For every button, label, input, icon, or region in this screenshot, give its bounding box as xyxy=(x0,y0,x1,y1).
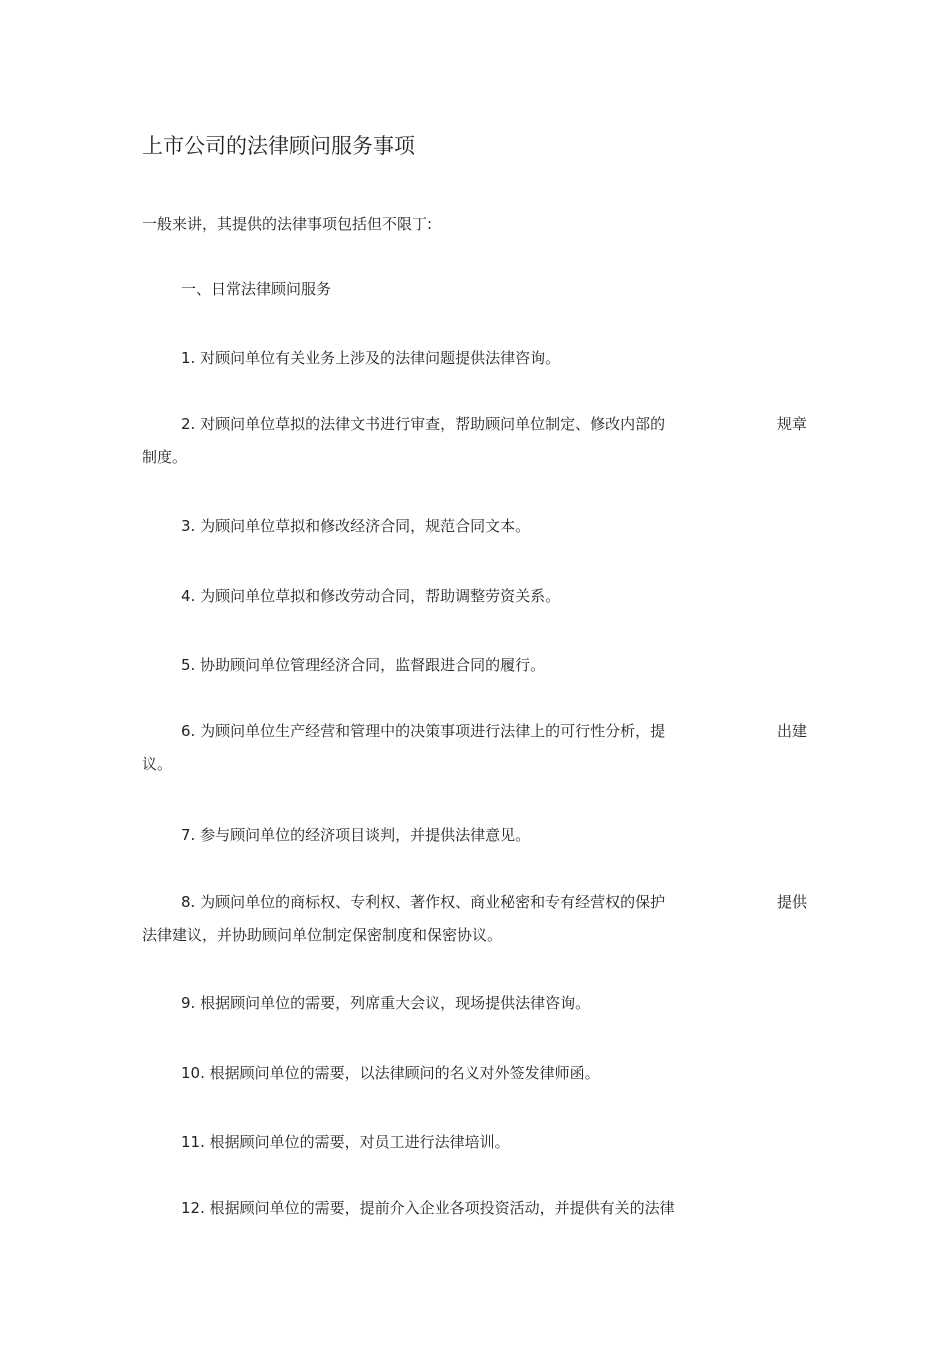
list-item xyxy=(142,1057,807,1090)
list-item-text: 5. 协助顾问单位管理经济合同，监督跟进合同的履行。 xyxy=(181,656,546,674)
list-item-text: 4. 为顾问单位草拟和修改劳动合同，帮助调整劳资关系。 xyxy=(181,587,561,605)
list-item xyxy=(142,715,807,781)
list-item-continuation: 制度。 xyxy=(142,448,188,466)
list-item-text: 10. 根据顾问单位的需要，以法律顾问的名义对外签发律师函。 xyxy=(181,1064,600,1082)
list-item xyxy=(142,1126,807,1159)
list-item-tail: 规章 xyxy=(776,415,807,433)
list-item-text: 11. 根据顾问单位的需要，对员工进行法律培训。 xyxy=(181,1133,510,1151)
list-item xyxy=(142,649,807,682)
list-item xyxy=(142,819,807,852)
list-item xyxy=(142,510,807,543)
list-item-text: 2. 对顾问单位草拟的法律文书进行审查，帮助顾问单位制定、修改内部的 xyxy=(181,415,666,433)
list-item-text: 12. 根据顾问单位的需要，提前介入企业各项投资活动，并提供有关的法律 xyxy=(181,1199,675,1217)
intro-paragraph xyxy=(142,208,807,241)
list-item xyxy=(142,1192,807,1225)
list-item-text: 8. 为顾问单位的商标权、专利权、著作权、商业秘密和专有经营权的保护 xyxy=(181,893,666,911)
list-item xyxy=(142,408,807,474)
list-item-continuation: 议。 xyxy=(142,755,173,773)
list-item-text: 7. 参与顾问单位的经济项目谈判，并提供法律意见。 xyxy=(181,826,531,844)
list-item-continuation: 法律建议，并协助顾问单位制定保密制度和保密协议。 xyxy=(142,926,503,944)
intro-text: 一般来讲，其提供的法律事项包括但不限丁: xyxy=(142,215,433,233)
section-heading xyxy=(142,273,807,306)
list-item xyxy=(142,886,807,952)
list-item xyxy=(142,342,807,375)
list-item-text: 6. 为顾问单位生产经营和管理中的决策事项进行法律上的可行性分析，提 xyxy=(181,722,666,740)
list-item-text: 1. 对顾问单位有关业务上涉及的法律问题提供法律咨询。 xyxy=(181,349,561,367)
list-item-text: 9. 根据顾问单位的需要，列席重大会议，现场提供法律咨询。 xyxy=(181,994,591,1012)
list-item-tail: 提供 xyxy=(776,893,807,911)
list-item-tail: 出建 xyxy=(776,722,807,740)
list-item xyxy=(142,987,807,1020)
document-title: 上市公司的法律顾问服务事项 xyxy=(142,134,415,158)
list-item xyxy=(142,580,807,613)
list-item-text: 3. 为顾问单位草拟和修改经济合同，规范合同文本。 xyxy=(181,517,531,535)
section-heading-text: 一、日常法律顾问服务 xyxy=(181,280,332,298)
